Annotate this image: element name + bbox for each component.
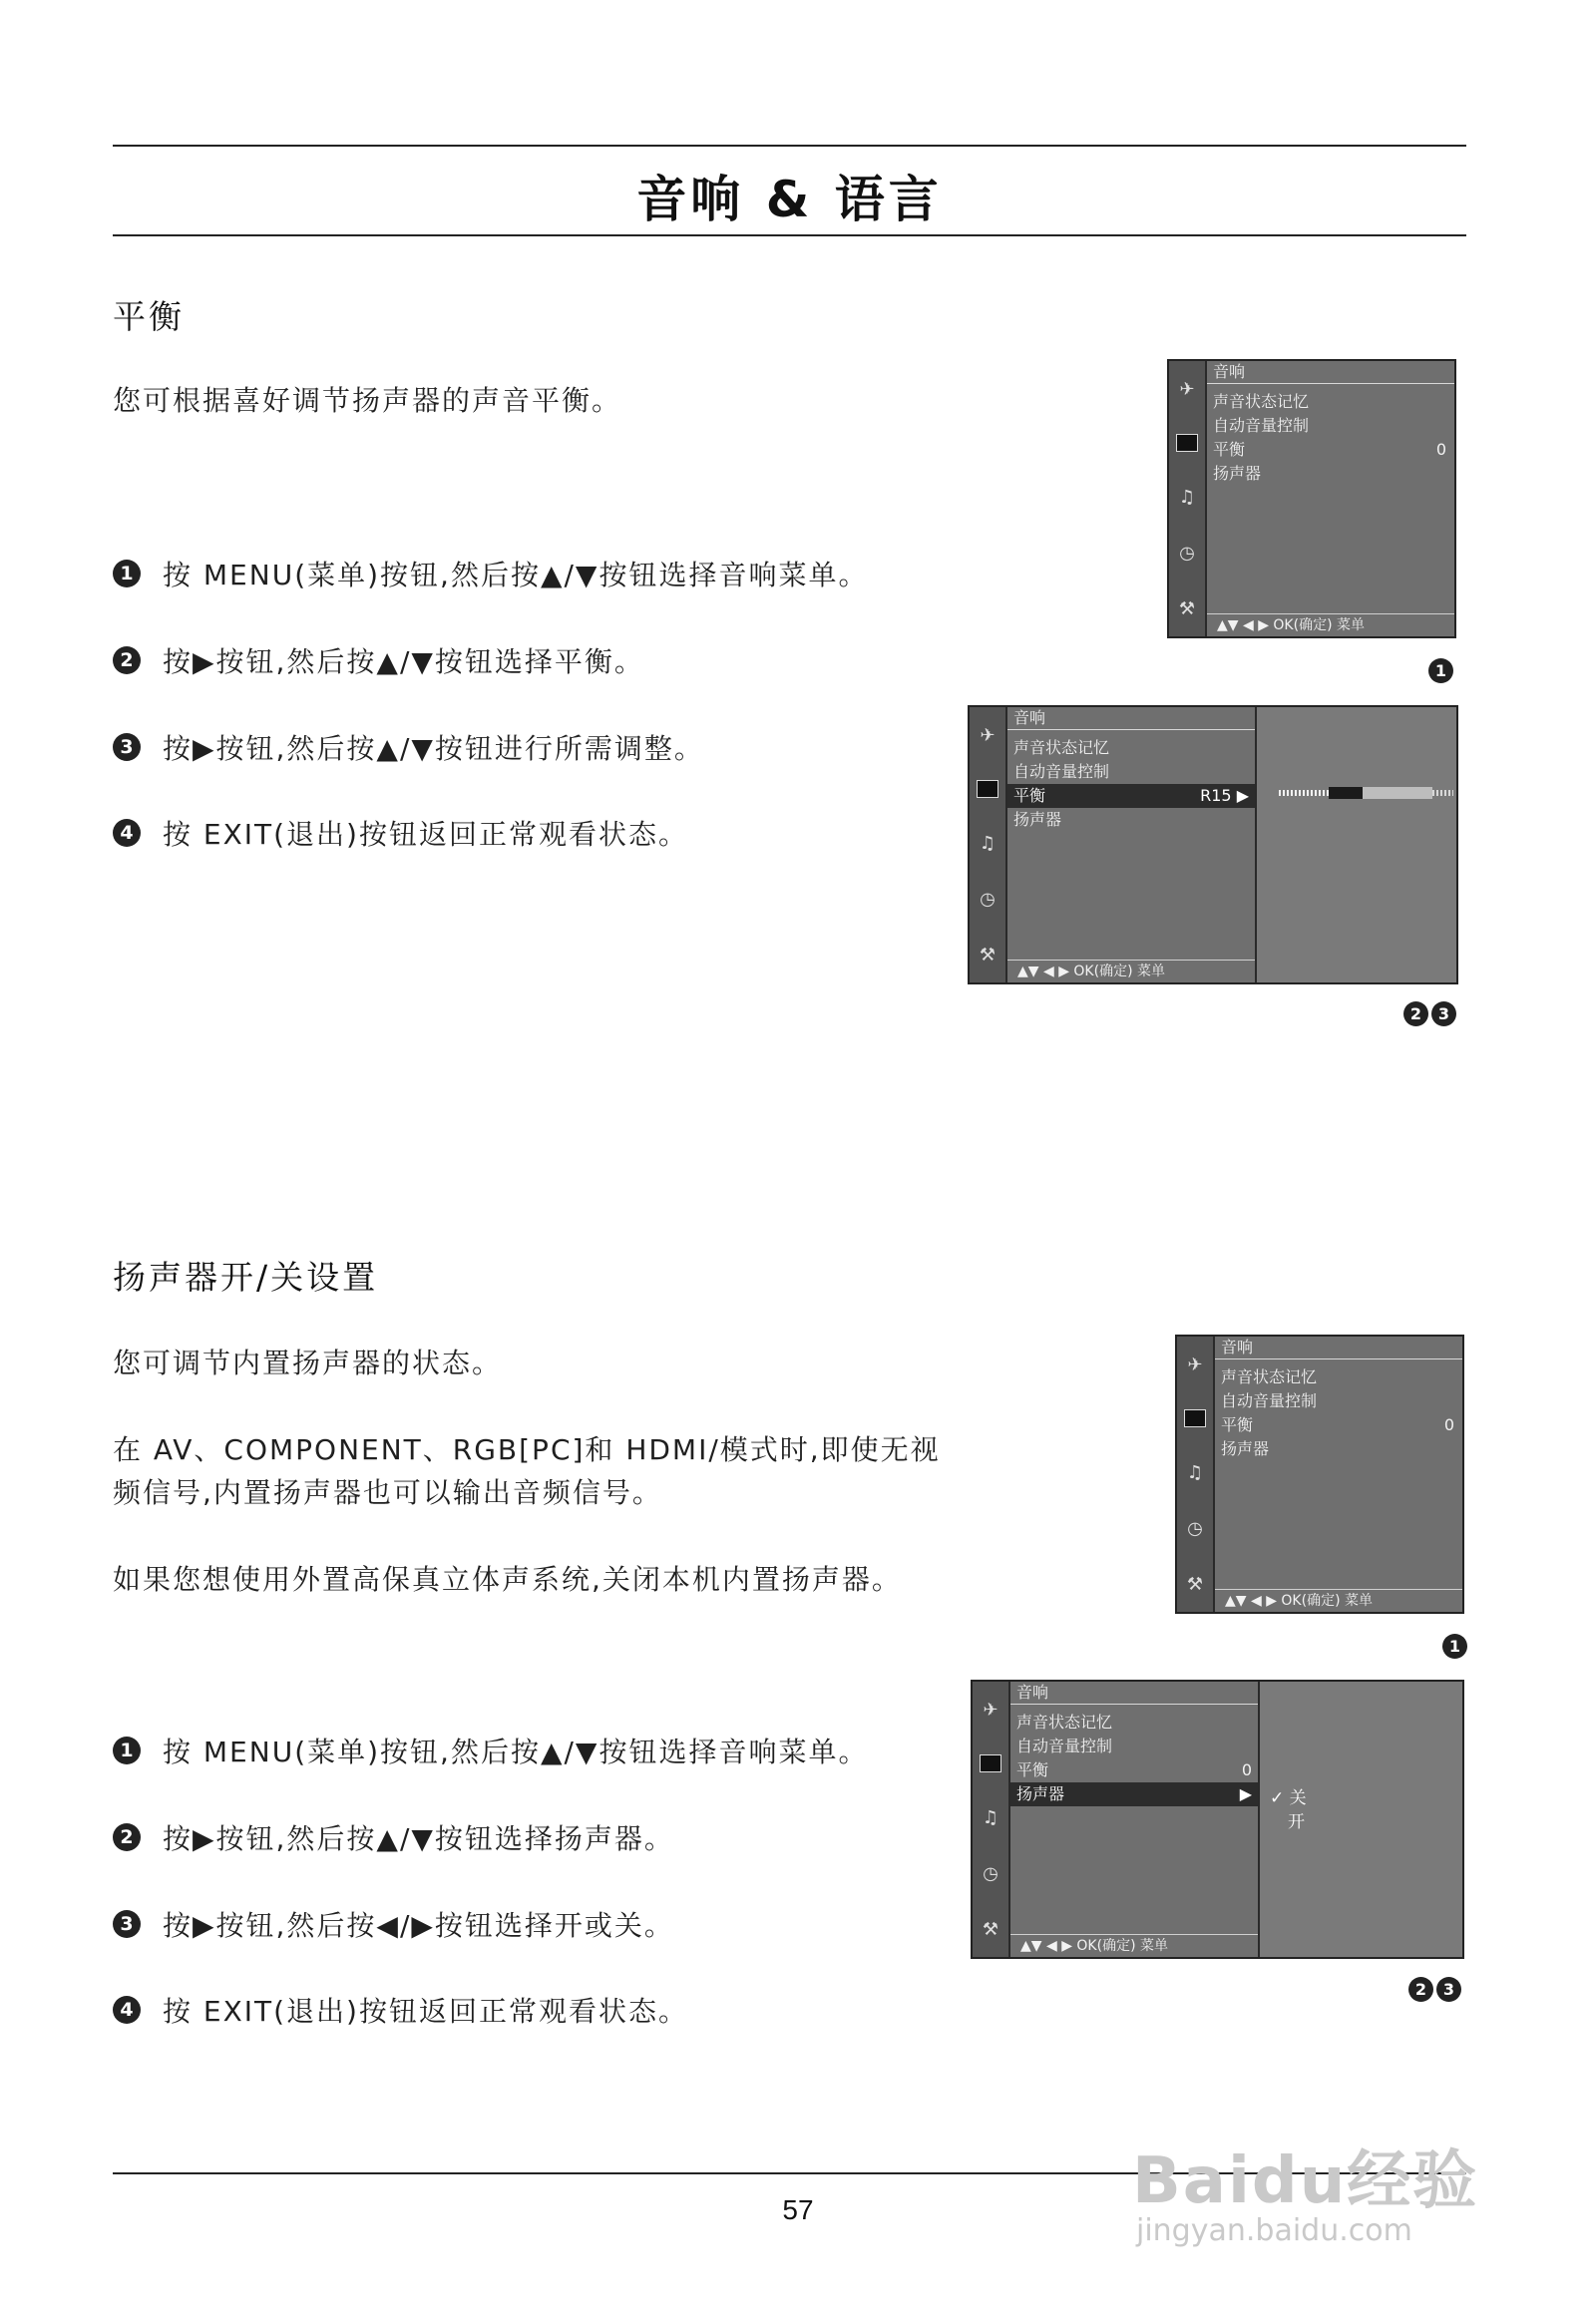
osd-menu-title: 音响 [1215,1337,1462,1359]
figure-badge-2-3 [1403,1001,1456,1026]
osd-item-label: 声音状态记忆 [1016,1713,1113,1732]
satellite-icon: ✈ [1187,1354,1203,1375]
balance-slider-ticks [1432,790,1453,796]
osd-menu-item [1207,390,1454,414]
osd-menu-item [1010,1735,1260,1758]
speaker-option-off: ✓ 关 [1270,1788,1307,1808]
title-rule [113,234,1466,236]
step-number-badge: 1 [113,560,141,587]
top-rule [113,145,1466,147]
osd-menu-item [1007,808,1257,832]
satellite-icon: ✈ [983,1699,998,1721]
osd-item-label: 自动音量控制 [1213,416,1310,435]
balance-step-1 [113,554,868,593]
wrench-icon: ⚒ [982,1918,999,1940]
osd-audio-menu-speaker-1 [1175,1335,1464,1614]
clock-icon: ◷ [983,1862,998,1884]
osd-menu-item-selected [1007,784,1257,808]
figure-number: 3 [1436,1977,1461,2002]
osd-menu-item-selected [1010,1782,1260,1806]
wrench-icon: ⚒ [1178,597,1196,619]
satellite-icon: ✈ [1179,378,1195,400]
osd-sidebar [1169,361,1207,636]
speaker-option-on: 开 [1288,1812,1305,1832]
step-number-badge: 2 [113,646,141,674]
watermark [1132,2130,1478,2248]
step-number-badge: 4 [113,819,141,847]
osd-item-label: 平衡 [1013,786,1046,805]
step-text: 按 MENU(菜单)按钮,然后按▲/▼按钮选择音响菜单。 [163,559,869,591]
step-text: 按▶按钮,然后按◀/▶按钮选择开或关。 [163,1909,674,1942]
osd-item-value: 0 [1443,1415,1454,1434]
figure-badge-1 [1442,1634,1467,1659]
picture-icon [980,1754,1001,1772]
speaker-step-1 [113,1731,868,1770]
section-heading-balance: 平衡 [113,297,185,336]
satellite-icon: ✈ [980,724,996,746]
figure-badge-2-3 [1408,1977,1461,2002]
osd-menu-title: 音响 [1207,361,1454,384]
step-text: 按 EXIT(退出)按钮返回正常观看状态。 [163,818,688,851]
step-text: 按 MENU(菜单)按钮,然后按▲/▼按钮选择音响菜单。 [163,1736,869,1768]
watermark-logo-text: Baidu经验 [1132,2144,1479,2218]
osd-menu-item [1207,438,1454,462]
osd-item-label: 扬声器 [1213,464,1262,483]
osd-item-label: 声音状态记忆 [1213,392,1310,411]
osd-menu-item [1215,1365,1462,1389]
speaker-icon: ♫ [982,1806,999,1828]
wrench-icon: ⚒ [1186,1573,1204,1595]
osd-item-label: 平衡 [1213,440,1246,459]
page-title: 音响 & 语言 [636,171,943,228]
clock-icon: ◷ [980,888,996,910]
osd-sidebar [1177,1337,1215,1612]
osd-footer: ▲▼ ◀ ▶ OK(确定) 菜单 [1007,960,1257,982]
osd-balance-panel [1255,707,1456,982]
section-heading-speaker: 扬声器开/关设置 [113,1258,379,1297]
speaker-step-2 [113,1817,674,1857]
osd-menu [1007,707,1257,982]
watermark-url: jingyan.baidu.com [1136,2213,1412,2248]
wrench-icon: ⚒ [979,944,997,966]
step-number-badge: 4 [113,1996,141,2024]
speaker-intro: 您可调节内置扬声器的状态。 [113,1347,503,1379]
osd-menu [1010,1682,1260,1957]
balance-slider [1279,787,1453,799]
speaker-para-2-line-2: 频信号,内置扬声器也可以输出音频信号。 [113,1476,662,1509]
speaker-step-4 [113,1990,688,2030]
osd-speaker-options [1258,1682,1462,1957]
balance-intro: 您可根据喜好调节扬声器的声音平衡。 [113,384,622,417]
osd-menu-title: 音响 [1010,1682,1260,1705]
speaker-step-3 [113,1904,674,1944]
chevron-right-icon: ▶ [1239,1784,1252,1803]
clock-icon: ◷ [1179,542,1195,564]
osd-menu-item [1007,736,1257,760]
picture-icon [1184,1409,1206,1427]
osd-footer: ▲▼ ◀ ▶ OK(确定) 菜单 [1215,1589,1462,1612]
osd-footer: ▲▼ ◀ ▶ OK(确定) 菜单 [1010,1934,1260,1957]
osd-item-label: 自动音量控制 [1013,762,1110,781]
figure-number: 1 [1442,1634,1467,1659]
osd-sidebar [970,707,1007,982]
step-text: 按▶按钮,然后按▲/▼按钮进行所需调整。 [163,732,704,765]
step-number-badge: 1 [113,1737,141,1764]
osd-sidebar [973,1682,1010,1957]
speaker-para-3: 如果您想使用外置高保真立体声系统,关闭本机内置扬声器。 [113,1563,902,1596]
osd-item-value: R15 ▶ [1200,786,1249,805]
osd-item-value: 0 [1435,440,1446,459]
figure-number: 2 [1403,1001,1428,1026]
page-number: 57 [782,2194,814,2225]
step-text: 按▶按钮,然后按▲/▼按钮选择扬声器。 [163,1822,674,1855]
speaker-icon: ♫ [1186,1461,1204,1483]
osd-item-label: 声音状态记忆 [1013,738,1110,757]
osd-menu-title: 音响 [1007,707,1257,730]
figure-number: 2 [1408,1977,1433,2002]
osd-item-label: 扬声器 [1016,1784,1065,1803]
balance-slider-track [1363,787,1432,799]
osd-item-label: 扬声器 [1221,1439,1270,1458]
osd-item-label: 自动音量控制 [1016,1737,1113,1755]
step-text: 按 EXIT(退出)按钮返回正常观看状态。 [163,1995,688,2028]
balance-slider-ticks [1279,790,1329,796]
osd-menu [1215,1337,1462,1612]
picture-icon [1176,434,1198,452]
osd-item-label: 声音状态记忆 [1221,1367,1318,1386]
osd-item-value: 0 [1241,1760,1252,1779]
osd-menu-item [1010,1758,1260,1782]
osd-item-label: 平衡 [1016,1760,1049,1779]
osd-menu-item [1007,760,1257,784]
figure-badge-1 [1428,658,1453,683]
osd-menu-item [1207,462,1454,486]
picture-icon [977,780,998,798]
osd-menu-item [1215,1389,1462,1413]
figure-number: 1 [1428,658,1453,683]
osd-audio-menu-balance-1 [1167,359,1456,638]
osd-item-label: 平衡 [1221,1415,1254,1434]
osd-menu-item [1215,1437,1462,1461]
osd-item-label: 扬声器 [1013,810,1062,829]
osd-balance-adjust [968,705,1458,984]
figure-number: 3 [1431,1001,1456,1026]
speaker-icon: ♫ [1178,486,1196,508]
step-number-badge: 2 [113,1823,141,1851]
speaker-para-2-line-1: 在 AV、COMPONENT、RGB[PC]和 HDMI/模式时,即使无视 [113,1433,941,1466]
osd-menu-item [1215,1413,1462,1437]
step-text: 按▶按钮,然后按▲/▼按钮选择平衡。 [163,645,644,678]
osd-footer: ▲▼ ◀ ▶ OK(确定) 菜单 [1207,613,1454,636]
balance-step-3 [113,727,704,767]
balance-step-4 [113,813,688,853]
osd-menu-item [1207,414,1454,438]
step-number-badge: 3 [113,733,141,761]
step-number-badge: 3 [113,1910,141,1938]
osd-item-label: 自动音量控制 [1221,1391,1318,1410]
clock-icon: ◷ [1187,1517,1203,1539]
osd-menu-item [1010,1711,1260,1735]
balance-step-2 [113,640,644,680]
balance-slider-thumb [1329,787,1363,799]
speaker-icon: ♫ [979,832,997,854]
osd-menu [1207,361,1454,636]
osd-speaker-toggle [971,1680,1464,1959]
